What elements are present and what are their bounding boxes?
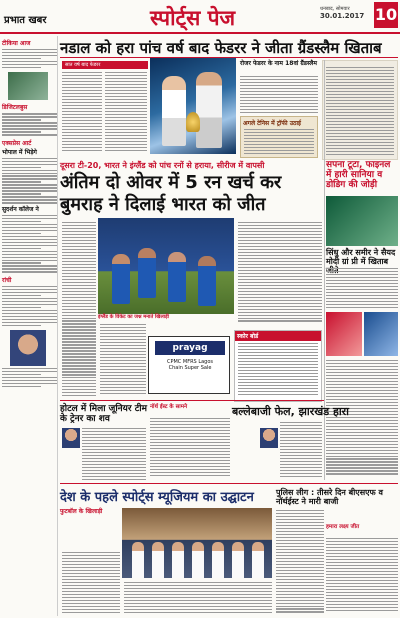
museum-person-3 [172, 542, 184, 578]
museum-person-4 [192, 542, 204, 578]
right-results-text [326, 67, 394, 157]
museum-person-6 [232, 542, 244, 578]
northeast-text [150, 418, 230, 478]
sameer-photo [364, 312, 398, 356]
advertisement[interactable] [148, 336, 230, 394]
right-results-box [322, 60, 398, 160]
sania-headline: सपना टूटा, फाइनल में हारी सानिया व डोडिग की जोड़ी [326, 160, 391, 190]
ad-line-1: CPMC MFRS Lagos [166, 359, 213, 365]
issue-city: धनबाद, सोमवार [320, 6, 350, 12]
sindhu-headline: सिंधु और समीर ने सैयद मोदी ग्रां प्री में खिताब [326, 248, 396, 266]
cricket-player-3 [168, 252, 186, 302]
cricket-text-col2 [100, 324, 146, 396]
cricket-player-4 [198, 256, 216, 306]
player-figure-2 [196, 72, 222, 148]
cricket-text-col1 [62, 222, 96, 398]
left-text-5 [2, 286, 57, 326]
left-text-2 [2, 113, 57, 135]
left-photo [8, 72, 48, 100]
museum-photo [122, 508, 272, 578]
left-text-1 [2, 49, 57, 68]
police-league-headline: पुलिस लीग : तीसरे दिन बीएसएफ व नॉर्थईस्ट ने मारी बाजी [276, 488, 383, 506]
main-strip: सात वर्ष बाद फेडरर [62, 61, 148, 69]
scorecard [234, 330, 322, 402]
left-label-1: टीकिया आज [2, 40, 31, 47]
ad-line-2: Chain Super Sale [168, 365, 212, 371]
page-number: 10 [374, 2, 398, 28]
cricket-player-1 [112, 254, 130, 304]
main-text-col2 [105, 72, 147, 153]
masthead [0, 0, 400, 34]
museum-person-7 [252, 542, 264, 578]
police-text [276, 510, 324, 614]
lower-rule [60, 400, 324, 401]
hotel-headline: होटल में मिला जूनियर टीम के ट्रेनर का शव [60, 404, 147, 424]
trophy-icon [186, 112, 200, 132]
tennis-highlight-box [240, 116, 318, 158]
cricket-caption: इंग्लैंड के विकेट का जश्न मनाते खिलाड़ी [98, 314, 169, 320]
sindhu-photo [326, 312, 362, 356]
left-text-4 [2, 215, 57, 273]
left-column [2, 36, 58, 616]
tennis-subheadline: रोजर फेडरर के नाम 18वां ग्रैंडस्लैम [240, 60, 318, 67]
player-figure-1 [162, 76, 186, 146]
museum-person-1 [132, 542, 144, 578]
issue-info [320, 6, 364, 20]
left-text-6 [2, 368, 57, 387]
cricket-photo [98, 218, 234, 314]
hotel-text [82, 428, 146, 482]
bottom-right-text [326, 538, 398, 613]
hotel-portrait [62, 428, 80, 448]
left-label-2: डिजिटलबुस [2, 104, 28, 112]
sania-photo [326, 196, 398, 246]
jharkhand-text [280, 422, 322, 479]
scorecard-rows [238, 343, 318, 397]
left-label-4: रांची [2, 276, 12, 284]
section-title: स्पोर्ट्स पेज [150, 6, 236, 30]
scorecard-title: स्कोर बोर्ड [235, 331, 321, 341]
bottom-rule [60, 483, 398, 484]
cricket-player-2 [138, 248, 156, 298]
left-portrait [10, 330, 46, 366]
tennis-text [240, 76, 318, 115]
cricket-text-col3 [238, 222, 322, 323]
museum-person-5 [212, 542, 224, 578]
main-headline: नडाल को हरा पांच वर्ष बाद फेडरर ने जीता ग्रैंडस्लैम खिताब [60, 39, 382, 57]
museum-text-left [62, 552, 120, 615]
left-text-3 [2, 158, 57, 204]
ad-text [153, 359, 227, 371]
jharkhand-headline: बल्लेबाजी फेल, झारखंड हारा [232, 405, 350, 418]
museum-person-2 [152, 542, 164, 578]
northeast-subheadline: नॉर्थ ईस्ट के सामने [150, 404, 188, 410]
bottom-right-subheadline: हमारा लक्ष्य जीत [326, 524, 360, 530]
cricket-headline: अंतिम दो ओवर में 5 रन खर्च कर बुमराह ने दिलाई भारत को जीत [60, 172, 282, 215]
brand-name: प्रभात खबर [4, 15, 47, 26]
museum-quote: फुटबॉल के खिलाड़ी [60, 508, 103, 515]
ad-brand: prayag [155, 341, 225, 355]
left-label-3: एक्सप्रेस आर्ट [2, 139, 32, 147]
left-headline-1: भोपाल में भिड़ेगे [2, 148, 37, 156]
tennis-highlight-text [244, 129, 314, 156]
left-headline-2: सुदर्शन कॉलेज ने [2, 205, 39, 213]
tennis-highlight-title: अगले टेनिस में ट्रॉफी उठाई [243, 120, 301, 127]
sindhu-text [326, 268, 398, 310]
museum-headline: देश के पहले स्पोर्ट्स म्यूजियम का उद्घाटन [60, 490, 254, 505]
museum-text-bottom [124, 582, 272, 615]
main-text-col1 [62, 72, 102, 153]
issue-date: 30.01.2017 [320, 12, 365, 20]
series-strip: दूसरा टी-20, भारत ने इंग्लैंड को पांच रनों से हराया, सीरीज में वापसी [60, 161, 265, 170]
jharkhand-portrait [260, 428, 278, 448]
tennis-photo [150, 58, 236, 154]
